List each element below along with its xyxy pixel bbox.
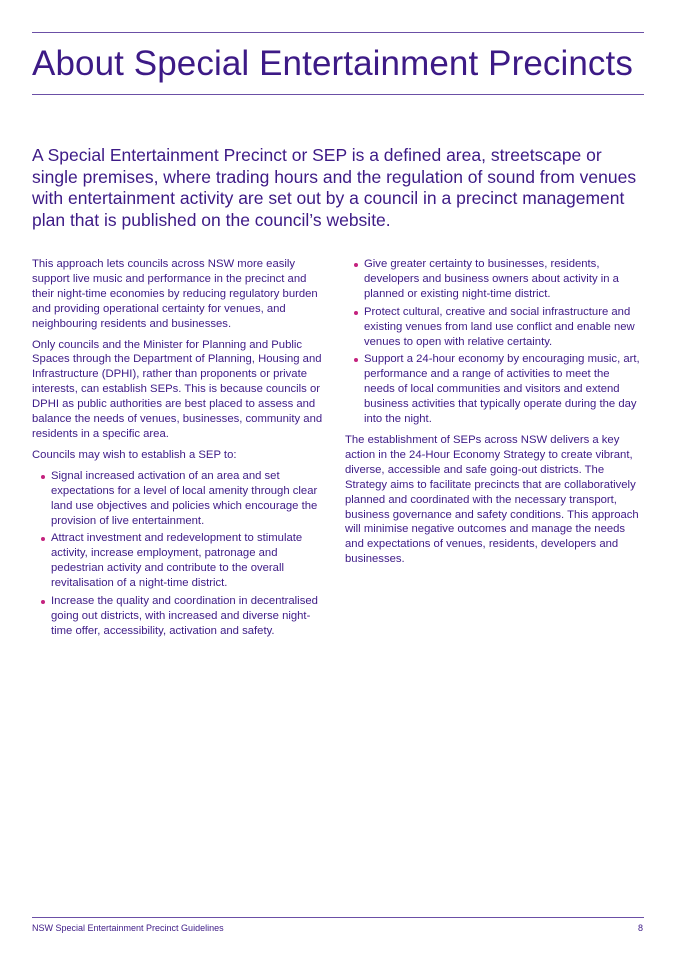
page-number: 8: [637, 923, 643, 933]
list-item: [32, 594, 324, 639]
list-item: [345, 257, 641, 302]
bullet-list: [32, 469, 324, 639]
list-item-text: Increase the quality and coordination in decentralised going out districts, with increased and diverse night-time offer, accessibility, activation and safety.: [51, 595, 318, 637]
paragraph: This approach lets councils across NSW more easily support live music and performance in the precinct and their night-time economies by reducing regulatory burden and providing operational certainty for venues, and neighbouring residents and businesses.: [32, 258, 318, 330]
list-item: [32, 531, 324, 591]
bullet-icon: [354, 263, 358, 267]
bullet-icon: [41, 600, 45, 604]
title-rule: [32, 94, 644, 95]
footer-title: NSW Special Entertainment Precinct Guidelines: [32, 923, 224, 933]
list-item: [345, 352, 641, 427]
list-item-text: Attract investment and redevelopment to stimulate activity, increase employment, patronage and pedestrian activity and contribute to the overall revitalisation of a night-time district.: [51, 532, 303, 590]
list-item: [32, 469, 324, 529]
list-item-text: Signal increased activation of an area and set expectations for a level of local amenity through clear land use objectives and policies which encourage the provision of live entertainment.: [51, 469, 318, 527]
paragraph: Only councils and the Minister for Planning and Public Spaces through the Department of Planning, Housing and Infrastructure (DPHI), rather than proponents or private interests, can establish SEPs. This is because councils or DPHI as public authorities are best placed to assess and balance the needs of venues, businesses, community and residents in a specific area.: [32, 338, 323, 440]
list-item: [345, 305, 641, 350]
right-column: [345, 257, 641, 573]
footer-rule: [32, 917, 644, 918]
paragraph: Councils may wish to establish a SEP to:: [32, 448, 237, 461]
list-item-text: Protect cultural, creative and social infrastructure and existing venues from land use conflict and enable new venues to open with relative certainty.: [364, 305, 635, 348]
top-rule: [32, 32, 644, 33]
page-title: About Special Entertainment Precincts: [32, 44, 633, 83]
bullet-icon: [41, 537, 45, 541]
bullet-icon: [354, 311, 358, 315]
bullet-icon: [354, 358, 358, 362]
left-column: [32, 257, 324, 645]
bullet-list: [345, 257, 641, 427]
lead-paragraph: A Special Entertainment Precinct or SEP is a defined area, streetscape or single premises, where trading hours and the regulation of sound from venues with entertainment activity are set out by a council in a precinct management plan that is published on the council’s website.: [32, 145, 637, 230]
list-item-text: Support a 24-hour economy by encouraging music, art, performance and a range of activities to meet the needs of local communities and visitors and extend business activities that typically operate during the day into the night.: [364, 353, 640, 426]
paragraph: The establishment of SEPs across NSW delivers a key action in the 24-Hour Economy Strategy to create vibrant, diverse, accessible and safe going-out districts. The Strategy aims to facilitate precincts that are collaboratively planned and coordinated with the necessary transport, business governance and safety conditions. This approach will minimise negative outcomes and manage the needs and expectations of venues, residents, developers and businesses.: [345, 433, 639, 566]
list-item-text: Give greater certainty to businesses, residents, developers and business owners about activity in a planned or existing night-time district.: [364, 258, 619, 300]
bullet-icon: [41, 475, 45, 479]
